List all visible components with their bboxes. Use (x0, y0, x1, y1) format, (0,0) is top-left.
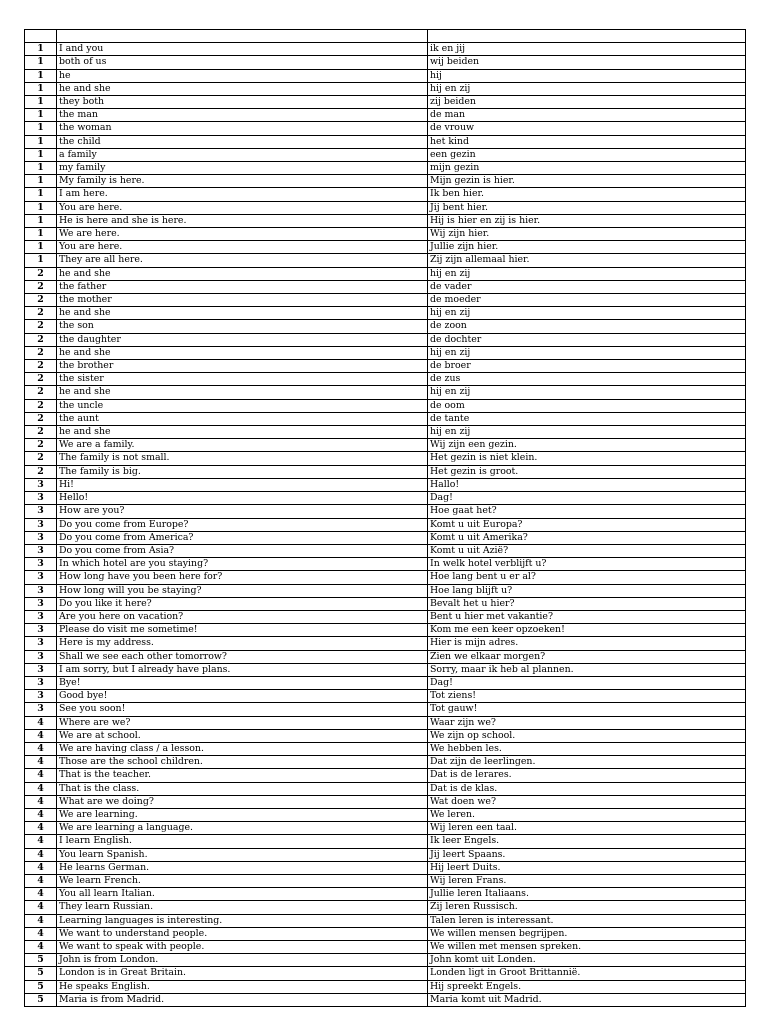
lesson-number-cell[interactable]: 1 (25, 148, 57, 161)
table-row (25, 135, 746, 148)
lesson-number-cell[interactable]: 5 (25, 980, 57, 993)
lesson-number-cell[interactable]: 2 (25, 307, 57, 320)
lesson-number-cell[interactable]: 2 (25, 360, 57, 373)
english-phrase-cell[interactable]: You are here. (57, 201, 428, 214)
table-row (25, 716, 746, 729)
table-row (25, 399, 746, 412)
table-row (25, 914, 746, 927)
dutch-phrase-cell[interactable]: Dat is de lerares. (428, 769, 746, 782)
lesson-number-cell[interactable]: 1 (25, 162, 57, 175)
lesson-number-cell[interactable]: 2 (25, 346, 57, 359)
lesson-number-cell[interactable]: 1 (25, 109, 57, 122)
lesson-number-cell[interactable]: 1 (25, 56, 57, 69)
table-row (25, 56, 746, 69)
english-phrase-cell[interactable]: they both (57, 96, 428, 109)
lesson-number-cell[interactable]: 4 (25, 822, 57, 835)
lesson-number-cell[interactable]: 1 (25, 69, 57, 82)
table-row (25, 742, 746, 755)
english-phrase-cell[interactable]: What are we doing? (57, 795, 428, 808)
dutch-phrase-cell[interactable]: Londen ligt in Groot Brittannië. (428, 967, 746, 980)
english-phrase-cell[interactable]: That is the class. (57, 782, 428, 795)
lesson-number-cell[interactable]: 2 (25, 426, 57, 439)
lesson-number-cell[interactable]: 4 (25, 716, 57, 729)
table-row (25, 993, 746, 1006)
table-row (25, 109, 746, 122)
table-row (25, 901, 746, 914)
dutch-phrase-cell[interactable]: Talen leren is interessant. (428, 914, 746, 927)
dutch-phrase-cell[interactable]: Zij zijn allemaal hier. (428, 254, 746, 267)
dutch-phrase-cell[interactable]: Wij zijn een gezin. (428, 439, 746, 452)
dutch-phrase-cell[interactable]: Wij zijn hier. (428, 228, 746, 241)
table-row (25, 690, 746, 703)
lesson-number-cell[interactable]: 3 (25, 531, 57, 544)
english-phrase-cell[interactable]: the man (57, 109, 428, 122)
table-row (25, 280, 746, 293)
lesson-number-cell[interactable]: 1 (25, 228, 57, 241)
lesson-number-cell[interactable]: 3 (25, 571, 57, 584)
dutch-phrase-cell[interactable]: Bevalt het u hier? (428, 597, 746, 610)
dutch-phrase-cell[interactable]: Tot gauw! (428, 703, 746, 716)
english-phrase-cell[interactable]: he (57, 69, 428, 82)
table-row (25, 228, 746, 241)
table-row (25, 756, 746, 769)
lesson-number-cell[interactable]: 4 (25, 729, 57, 742)
dutch-phrase-cell[interactable]: Hij spreekt Engels. (428, 980, 746, 993)
table-row (25, 439, 746, 452)
lesson-number-cell[interactable]: 2 (25, 452, 57, 465)
english-phrase-cell[interactable]: How long will you be staying? (57, 584, 428, 597)
lesson-number-cell[interactable]: 5 (25, 954, 57, 967)
english-phrase-cell[interactable]: He learns German. (57, 861, 428, 874)
dutch-phrase-cell[interactable]: Wij leren een taal. (428, 822, 746, 835)
table-row (25, 82, 746, 95)
dutch-phrase-cell[interactable]: de moeder (428, 294, 746, 307)
table-row (25, 848, 746, 861)
english-phrase-cell[interactable]: Do you like it here? (57, 597, 428, 610)
table-row (25, 96, 746, 109)
lesson-number-cell[interactable]: 1 (25, 43, 57, 56)
dutch-phrase-cell[interactable]: de oom (428, 399, 746, 412)
dutch-phrase-cell[interactable]: Kom me een keer opzoeken! (428, 624, 746, 637)
lesson-number-cell[interactable]: 3 (25, 637, 57, 650)
table-row (25, 584, 746, 597)
table-row (25, 808, 746, 821)
english-phrase-cell[interactable]: Do you come from America? (57, 531, 428, 544)
lesson-number-cell[interactable]: 3 (25, 584, 57, 597)
dutch-phrase-cell[interactable]: hij en zij (428, 386, 746, 399)
table-row (25, 650, 746, 663)
lesson-number-cell[interactable]: 2 (25, 465, 57, 478)
table-row (25, 241, 746, 254)
lesson-number-cell[interactable]: 3 (25, 558, 57, 571)
english-phrase-cell[interactable]: John is from London. (57, 954, 428, 967)
english-phrase-cell[interactable]: I learn English. (57, 835, 428, 848)
lesson-number-cell[interactable]: 2 (25, 439, 57, 452)
table-row (25, 967, 746, 980)
dutch-phrase-cell[interactable]: Jij leert Spaans. (428, 848, 746, 861)
table-row (25, 571, 746, 584)
dutch-phrase-cell[interactable]: Ik ben hier. (428, 188, 746, 201)
english-phrase-cell[interactable]: They learn Russian. (57, 901, 428, 914)
dutch-phrase-cell[interactable]: Hallo! (428, 478, 746, 491)
table-row (25, 610, 746, 623)
lesson-number-cell[interactable]: 4 (25, 756, 57, 769)
english-phrase-cell[interactable]: We want to speak with people. (57, 941, 428, 954)
english-phrase-cell[interactable]: the woman (57, 122, 428, 135)
lesson-number-cell[interactable]: 1 (25, 175, 57, 188)
lesson-number-cell[interactable]: 4 (25, 782, 57, 795)
table-row (25, 412, 746, 425)
dutch-phrase-cell[interactable]: de dochter (428, 333, 746, 346)
dutch-phrase-cell[interactable]: Het gezin is groot. (428, 465, 746, 478)
dutch-phrase-cell[interactable]: Zij leren Russisch. (428, 901, 746, 914)
dutch-phrase-cell[interactable]: de vader (428, 280, 746, 293)
lesson-number-cell[interactable]: 3 (25, 492, 57, 505)
english-phrase-cell[interactable]: We are learning a language. (57, 822, 428, 835)
table-row (25, 148, 746, 161)
dutch-phrase-cell[interactable]: Hoe lang bent u er al? (428, 571, 746, 584)
dutch-phrase-cell[interactable]: Komt u uit Amerika? (428, 531, 746, 544)
dutch-phrase-cell[interactable]: Mijn gezin is hier. (428, 175, 746, 188)
table-row (25, 346, 746, 359)
table-row (25, 518, 746, 531)
table-row (25, 69, 746, 82)
lesson-number-cell[interactable]: 2 (25, 386, 57, 399)
english-phrase-cell[interactable]: The family is not small. (57, 452, 428, 465)
lesson-number-cell[interactable]: 4 (25, 808, 57, 821)
dutch-phrase-cell[interactable]: Jullie leren Italiaans. (428, 888, 746, 901)
dutch-phrase-cell[interactable]: Wat doen we? (428, 795, 746, 808)
lesson-number-cell[interactable]: 3 (25, 650, 57, 663)
dutch-phrase-cell[interactable]: Jij bent hier. (428, 201, 746, 214)
dutch-phrase-cell[interactable]: Komt u uit Azië? (428, 544, 746, 557)
lesson-number-cell[interactable]: 1 (25, 135, 57, 148)
table-row (25, 426, 746, 439)
lesson-number-cell[interactable]: 3 (25, 663, 57, 676)
english-phrase-cell[interactable]: Hello! (57, 492, 428, 505)
english-phrase-cell[interactable]: my family (57, 162, 428, 175)
table-row (25, 888, 746, 901)
dutch-phrase-cell[interactable]: Hij leert Duits. (428, 861, 746, 874)
dutch-phrase-cell[interactable]: Jullie zijn hier. (428, 241, 746, 254)
dutch-phrase-cell[interactable]: Zien we elkaar morgen? (428, 650, 746, 663)
vocabulary-table (24, 29, 746, 1007)
lesson-number-cell[interactable]: 1 (25, 82, 57, 95)
dutch-phrase-cell[interactable]: hij (428, 69, 746, 82)
table-row (25, 597, 746, 610)
table-row (25, 478, 746, 491)
table-row (25, 505, 746, 518)
english-phrase-cell[interactable]: the daughter (57, 333, 428, 346)
table-body (25, 30, 746, 1007)
dutch-phrase-cell[interactable]: Hij is hier en zij is hier. (428, 214, 746, 227)
table-row (25, 782, 746, 795)
lesson-number-cell[interactable]: 3 (25, 676, 57, 689)
lesson-number-cell[interactable]: 4 (25, 901, 57, 914)
lesson-number-cell[interactable]: 4 (25, 848, 57, 861)
lesson-number-cell[interactable]: 1 (25, 122, 57, 135)
dutch-phrase-cell[interactable]: Het gezin is niet klein. (428, 452, 746, 465)
lesson-number-cell[interactable]: 3 (25, 690, 57, 703)
table-row (25, 795, 746, 808)
table-row (25, 465, 746, 478)
english-phrase-cell[interactable]: I am here. (57, 188, 428, 201)
dutch-phrase-cell[interactable]: de zus (428, 373, 746, 386)
english-phrase-cell[interactable]: We are here. (57, 228, 428, 241)
lesson-number-cell[interactable]: 2 (25, 320, 57, 333)
table-row (25, 43, 746, 56)
dutch-phrase-cell[interactable]: hij en zij (428, 82, 746, 95)
english-phrase-cell[interactable]: How long have you been here for? (57, 571, 428, 584)
dutch-phrase-cell[interactable]: Waar zijn we? (428, 716, 746, 729)
lesson-number-cell[interactable]: 2 (25, 294, 57, 307)
table-row (25, 822, 746, 835)
dutch-phrase-cell[interactable]: Dat zijn de leerlingen. (428, 756, 746, 769)
dutch-phrase-cell[interactable]: Bent u hier met vakantie? (428, 610, 746, 623)
dutch-phrase-cell[interactable]: Wij leren Frans. (428, 874, 746, 887)
lesson-number-cell[interactable]: 3 (25, 544, 57, 557)
dutch-phrase-cell[interactable]: Dag! (428, 676, 746, 689)
lesson-number-cell[interactable]: 1 (25, 214, 57, 227)
table-row (25, 769, 746, 782)
english-phrase-cell[interactable]: the sister (57, 373, 428, 386)
table-row (25, 954, 746, 967)
table-row (25, 941, 746, 954)
table-row (25, 122, 746, 135)
english-phrase-cell[interactable]: he and she (57, 82, 428, 95)
lesson-number-cell[interactable]: 4 (25, 769, 57, 782)
lesson-number-cell[interactable]: 5 (25, 967, 57, 980)
english-phrase-cell[interactable]: he and she (57, 307, 428, 320)
table-row (25, 452, 746, 465)
english-phrase-cell[interactable]: the son (57, 320, 428, 333)
dutch-phrase-cell[interactable]: Maria komt uit Madrid. (428, 993, 746, 1006)
english-phrase-cell[interactable]: You learn Spanish. (57, 848, 428, 861)
english-phrase-cell[interactable]: the uncle (57, 399, 428, 412)
lesson-number-cell[interactable]: 1 (25, 201, 57, 214)
dutch-phrase-cell[interactable]: Hoe gaat het? (428, 505, 746, 518)
lesson-number-cell[interactable]: 1 (25, 96, 57, 109)
dutch-phrase-cell[interactable]: mijn gezin (428, 162, 746, 175)
dutch-phrase-cell[interactable]: In welk hotel verblijft u? (428, 558, 746, 571)
table-row (25, 333, 746, 346)
dutch-phrase-cell[interactable]: Dag! (428, 492, 746, 505)
table-row (25, 373, 746, 386)
english-phrase-cell[interactable]: Shall we see each other tomorrow? (57, 650, 428, 663)
table-row (25, 676, 746, 689)
english-phrase-cell[interactable]: Are you here on vacation? (57, 610, 428, 623)
table-row (25, 320, 746, 333)
lesson-number-cell[interactable]: 4 (25, 835, 57, 848)
table-row (25, 254, 746, 267)
english-phrase-cell[interactable]: the father (57, 280, 428, 293)
english-phrase-cell[interactable]: Those are the school children. (57, 756, 428, 769)
english-phrase-cell[interactable]: I and you (57, 43, 428, 56)
dutch-phrase-cell[interactable]: Dat is de klas. (428, 782, 746, 795)
english-phrase-cell[interactable]: a family (57, 148, 428, 161)
dutch-phrase-cell[interactable]: de tante (428, 412, 746, 425)
lesson-number-cell[interactable]: 4 (25, 914, 57, 927)
english-phrase-cell[interactable]: That is the teacher. (57, 769, 428, 782)
dutch-phrase-cell[interactable]: We leren. (428, 808, 746, 821)
lesson-number-cell[interactable]: 1 (25, 188, 57, 201)
english-phrase-cell[interactable]: How are you? (57, 505, 428, 518)
english-phrase-cell[interactable]: Hi! (57, 478, 428, 491)
english-phrase-cell[interactable]: My family is here. (57, 175, 428, 188)
dutch-phrase-cell[interactable]: We zijn op school. (428, 729, 746, 742)
lesson-number-cell[interactable]: 2 (25, 267, 57, 280)
english-phrase-cell[interactable]: We learn French. (57, 874, 428, 887)
lesson-number-cell[interactable]: 2 (25, 373, 57, 386)
lesson-number-cell[interactable]: 1 (25, 241, 57, 254)
table-row (25, 874, 746, 887)
english-phrase-cell[interactable]: the child (57, 135, 428, 148)
lesson-number-cell[interactable]: 2 (25, 412, 57, 425)
table-row (25, 201, 746, 214)
english-phrase-cell[interactable]: Do you come from Europe? (57, 518, 428, 531)
lesson-number-cell[interactable]: 5 (25, 993, 57, 1006)
table-row (25, 624, 746, 637)
dutch-phrase-cell[interactable]: Tot ziens! (428, 690, 746, 703)
english-phrase-cell[interactable]: the brother (57, 360, 428, 373)
table-row (25, 267, 746, 280)
lesson-number-cell[interactable]: 3 (25, 624, 57, 637)
lesson-number-cell[interactable]: 3 (25, 703, 57, 716)
table-row (25, 188, 746, 201)
english-phrase-cell[interactable]: Learning languages is interesting. (57, 914, 428, 927)
table-row (25, 558, 746, 571)
lesson-number-cell[interactable]: 4 (25, 888, 57, 901)
english-phrase-cell[interactable]: The family is big. (57, 465, 428, 478)
dutch-phrase-cell[interactable]: Hier is mijn adres. (428, 637, 746, 650)
english-phrase-cell[interactable]: Bye! (57, 676, 428, 689)
table-row (25, 175, 746, 188)
english-phrase-cell[interactable]: We want to understand people. (57, 927, 428, 940)
english-phrase-cell[interactable]: We are a family. (57, 439, 428, 452)
english-phrase-cell[interactable]: Please do visit me sometime! (57, 624, 428, 637)
dutch-phrase-cell[interactable]: ik en jij (428, 43, 746, 56)
lesson-number-cell[interactable]: 4 (25, 927, 57, 940)
dutch-phrase-cell[interactable]: de vrouw (428, 122, 746, 135)
table-row (25, 729, 746, 742)
dutch-phrase-cell[interactable]: een gezin (428, 148, 746, 161)
table-row (25, 703, 746, 716)
lesson-number-cell[interactable]: 3 (25, 518, 57, 531)
english-phrase-cell[interactable]: Maria is from Madrid. (57, 993, 428, 1006)
table-row (25, 637, 746, 650)
english-phrase-cell[interactable]: In which hotel are you staying? (57, 558, 428, 571)
header-row (25, 30, 746, 43)
dutch-phrase-cell[interactable]: Hoe lang blijft u? (428, 584, 746, 597)
dutch-phrase-cell[interactable]: de zoon (428, 320, 746, 333)
english-phrase-cell[interactable]: We are learning. (57, 808, 428, 821)
dutch-phrase-cell[interactable]: wij beiden (428, 56, 746, 69)
dutch-phrase-cell[interactable]: We willen met mensen spreken. (428, 941, 746, 954)
table-row (25, 214, 746, 227)
lesson-number-cell[interactable]: 3 (25, 478, 57, 491)
table-row (25, 663, 746, 676)
dutch-phrase-cell[interactable]: zij beiden (428, 96, 746, 109)
english-phrase-cell[interactable]: We are at school. (57, 729, 428, 742)
english-phrase-cell[interactable]: They are all here. (57, 254, 428, 267)
table-row (25, 386, 746, 399)
dutch-phrase-cell[interactable]: het kind (428, 135, 746, 148)
english-phrase-cell[interactable]: he and she (57, 386, 428, 399)
dutch-phrase-cell[interactable]: We willen mensen begrijpen. (428, 927, 746, 940)
english-phrase-cell[interactable]: he and she (57, 426, 428, 439)
table-row (25, 531, 746, 544)
dutch-phrase-cell[interactable]: hij en zij (428, 426, 746, 439)
header-cell-english[interactable] (57, 30, 428, 43)
lesson-number-cell[interactable]: 4 (25, 941, 57, 954)
table-row (25, 492, 746, 505)
dutch-phrase-cell[interactable]: Komt u uit Europa? (428, 518, 746, 531)
lesson-number-cell[interactable]: 3 (25, 505, 57, 518)
english-phrase-cell[interactable]: You are here. (57, 241, 428, 254)
english-phrase-cell[interactable]: He speaks English. (57, 980, 428, 993)
dutch-phrase-cell[interactable]: We hebben les. (428, 742, 746, 755)
dutch-phrase-cell[interactable]: hij en zij (428, 267, 746, 280)
lesson-number-cell[interactable]: 4 (25, 742, 57, 755)
table-row (25, 927, 746, 940)
lesson-number-cell[interactable]: 4 (25, 874, 57, 887)
english-phrase-cell[interactable]: he and she (57, 267, 428, 280)
header-cell-lesson[interactable] (25, 30, 57, 43)
table-row (25, 544, 746, 557)
table-row (25, 980, 746, 993)
english-phrase-cell[interactable]: both of us (57, 56, 428, 69)
english-phrase-cell[interactable]: Where are we? (57, 716, 428, 729)
lesson-number-cell[interactable]: 3 (25, 610, 57, 623)
table-row (25, 861, 746, 874)
english-phrase-cell[interactable]: We are having class / a lesson. (57, 742, 428, 755)
table-row (25, 307, 746, 320)
english-phrase-cell[interactable]: Here is my address. (57, 637, 428, 650)
lesson-number-cell[interactable]: 3 (25, 597, 57, 610)
lesson-number-cell[interactable]: 4 (25, 861, 57, 874)
dutch-phrase-cell[interactable]: John komt uit Londen. (428, 954, 746, 967)
english-phrase-cell[interactable]: You all learn Italian. (57, 888, 428, 901)
dutch-phrase-cell[interactable]: Sorry, maar ik heb al plannen. (428, 663, 746, 676)
dutch-phrase-cell[interactable]: hij en zij (428, 346, 746, 359)
lesson-number-cell[interactable]: 2 (25, 399, 57, 412)
english-phrase-cell[interactable]: the mother (57, 294, 428, 307)
table-row (25, 360, 746, 373)
lesson-number-cell[interactable]: 1 (25, 254, 57, 267)
english-phrase-cell[interactable]: Good bye! (57, 690, 428, 703)
english-phrase-cell[interactable]: Do you come from Asia? (57, 544, 428, 557)
table-row (25, 835, 746, 848)
english-phrase-cell[interactable]: I am sorry, but I already have plans. (57, 663, 428, 676)
english-phrase-cell[interactable]: See you soon! (57, 703, 428, 716)
dutch-phrase-cell[interactable]: Ik leer Engels. (428, 835, 746, 848)
dutch-phrase-cell[interactable]: de broer (428, 360, 746, 373)
english-phrase-cell[interactable]: London is in Great Britain. (57, 967, 428, 980)
dutch-phrase-cell[interactable]: de man (428, 109, 746, 122)
lesson-number-cell[interactable]: 2 (25, 280, 57, 293)
dutch-phrase-cell[interactable]: hij en zij (428, 307, 746, 320)
header-cell-dutch[interactable] (428, 30, 746, 43)
table-row (25, 294, 746, 307)
english-phrase-cell[interactable]: He is here and she is here. (57, 214, 428, 227)
english-phrase-cell[interactable]: the aunt (57, 412, 428, 425)
table-row (25, 162, 746, 175)
lesson-number-cell[interactable]: 4 (25, 795, 57, 808)
lesson-number-cell[interactable]: 2 (25, 333, 57, 346)
english-phrase-cell[interactable]: he and she (57, 346, 428, 359)
